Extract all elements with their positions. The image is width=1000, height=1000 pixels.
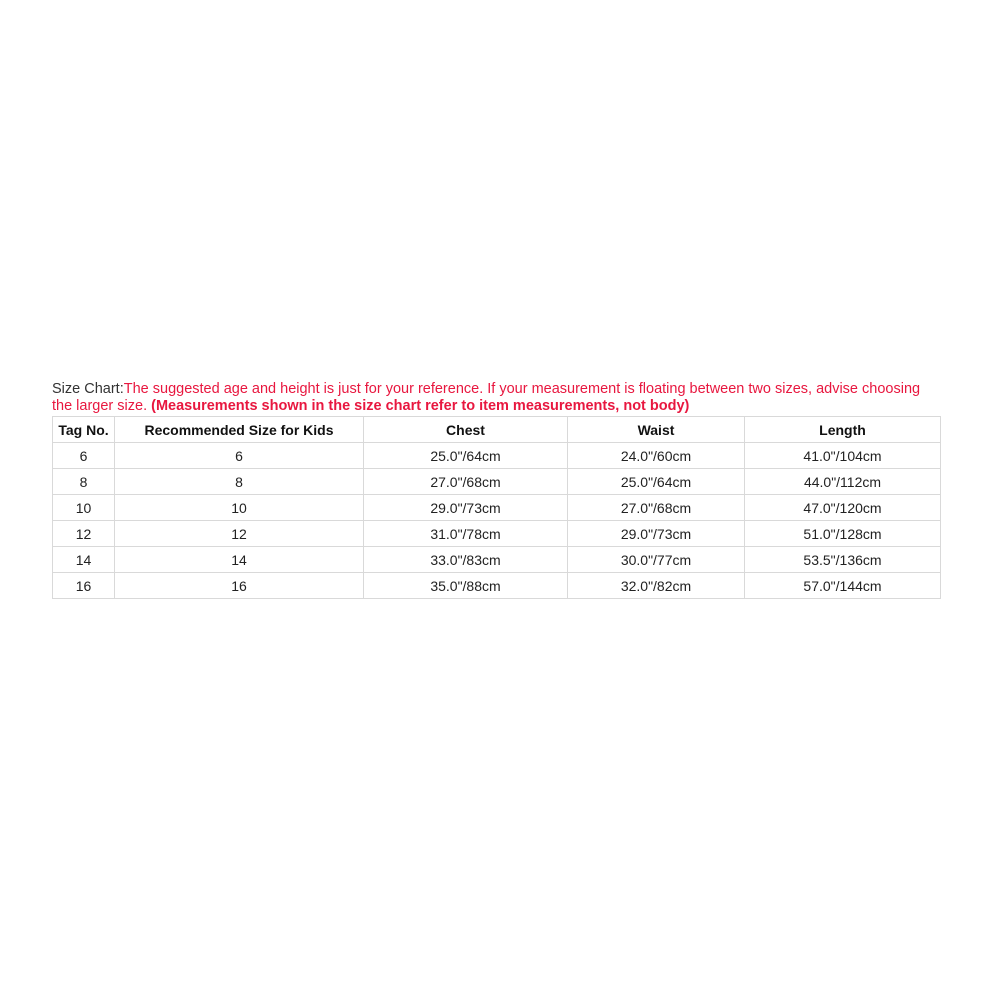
cell-recommended-size: 12 [115, 521, 364, 547]
cell-tag-no: 16 [53, 573, 115, 599]
cell-waist: 24.0"/60cm [568, 443, 745, 469]
cell-length: 44.0"/112cm [745, 469, 941, 495]
header-chest: Chest [364, 417, 568, 443]
cell-chest: 25.0"/64cm [364, 443, 568, 469]
cell-length: 51.0"/128cm [745, 521, 941, 547]
size-chart-label: Size Chart: [52, 381, 124, 397]
cell-tag-no: 12 [53, 521, 115, 547]
cell-chest: 31.0"/78cm [364, 521, 568, 547]
cell-recommended-size: 10 [115, 495, 364, 521]
cell-chest: 29.0"/73cm [364, 495, 568, 521]
cell-length: 47.0"/120cm [745, 495, 941, 521]
cell-waist: 27.0"/68cm [568, 495, 745, 521]
cell-length: 53.5"/136cm [745, 547, 941, 573]
table-row [53, 547, 941, 573]
cell-tag-no: 14 [53, 547, 115, 573]
cell-waist: 32.0"/82cm [568, 573, 745, 599]
table-header-row [53, 417, 941, 443]
table-row [53, 469, 941, 495]
cell-chest: 27.0"/68cm [364, 469, 568, 495]
size-table [52, 416, 941, 599]
cell-waist: 30.0"/77cm [568, 547, 745, 573]
cell-tag-no: 10 [53, 495, 115, 521]
cell-tag-no: 6 [53, 443, 115, 469]
cell-waist: 25.0"/64cm [568, 469, 745, 495]
cell-recommended-size: 8 [115, 469, 364, 495]
cell-waist: 29.0"/73cm [568, 521, 745, 547]
cell-length: 41.0"/104cm [745, 443, 941, 469]
header-length: Length [745, 417, 941, 443]
table-row [53, 443, 941, 469]
cell-recommended-size: 14 [115, 547, 364, 573]
size-chart [52, 381, 940, 599]
header-waist: Waist [568, 417, 745, 443]
header-tag-no: Tag No. [53, 417, 115, 443]
cell-recommended-size: 16 [115, 573, 364, 599]
cell-length: 57.0"/144cm [745, 573, 941, 599]
header-recommended-size: Recommended Size for Kids [115, 417, 364, 443]
table-row [53, 573, 941, 599]
cell-chest: 35.0"/88cm [364, 573, 568, 599]
size-chart-measurement-note: (Measurements shown in the size chart refer to item measurements, not body) [151, 398, 690, 414]
size-chart-note [52, 381, 940, 415]
size-chart-advice: The suggested age and height is just for your reference. If your measurement is floating between two sizes, advise choosing the larger size. [52, 381, 921, 414]
table-row [53, 495, 941, 521]
table-row [53, 521, 941, 547]
cell-recommended-size: 6 [115, 443, 364, 469]
cell-chest: 33.0"/83cm [364, 547, 568, 573]
cell-tag-no: 8 [53, 469, 115, 495]
